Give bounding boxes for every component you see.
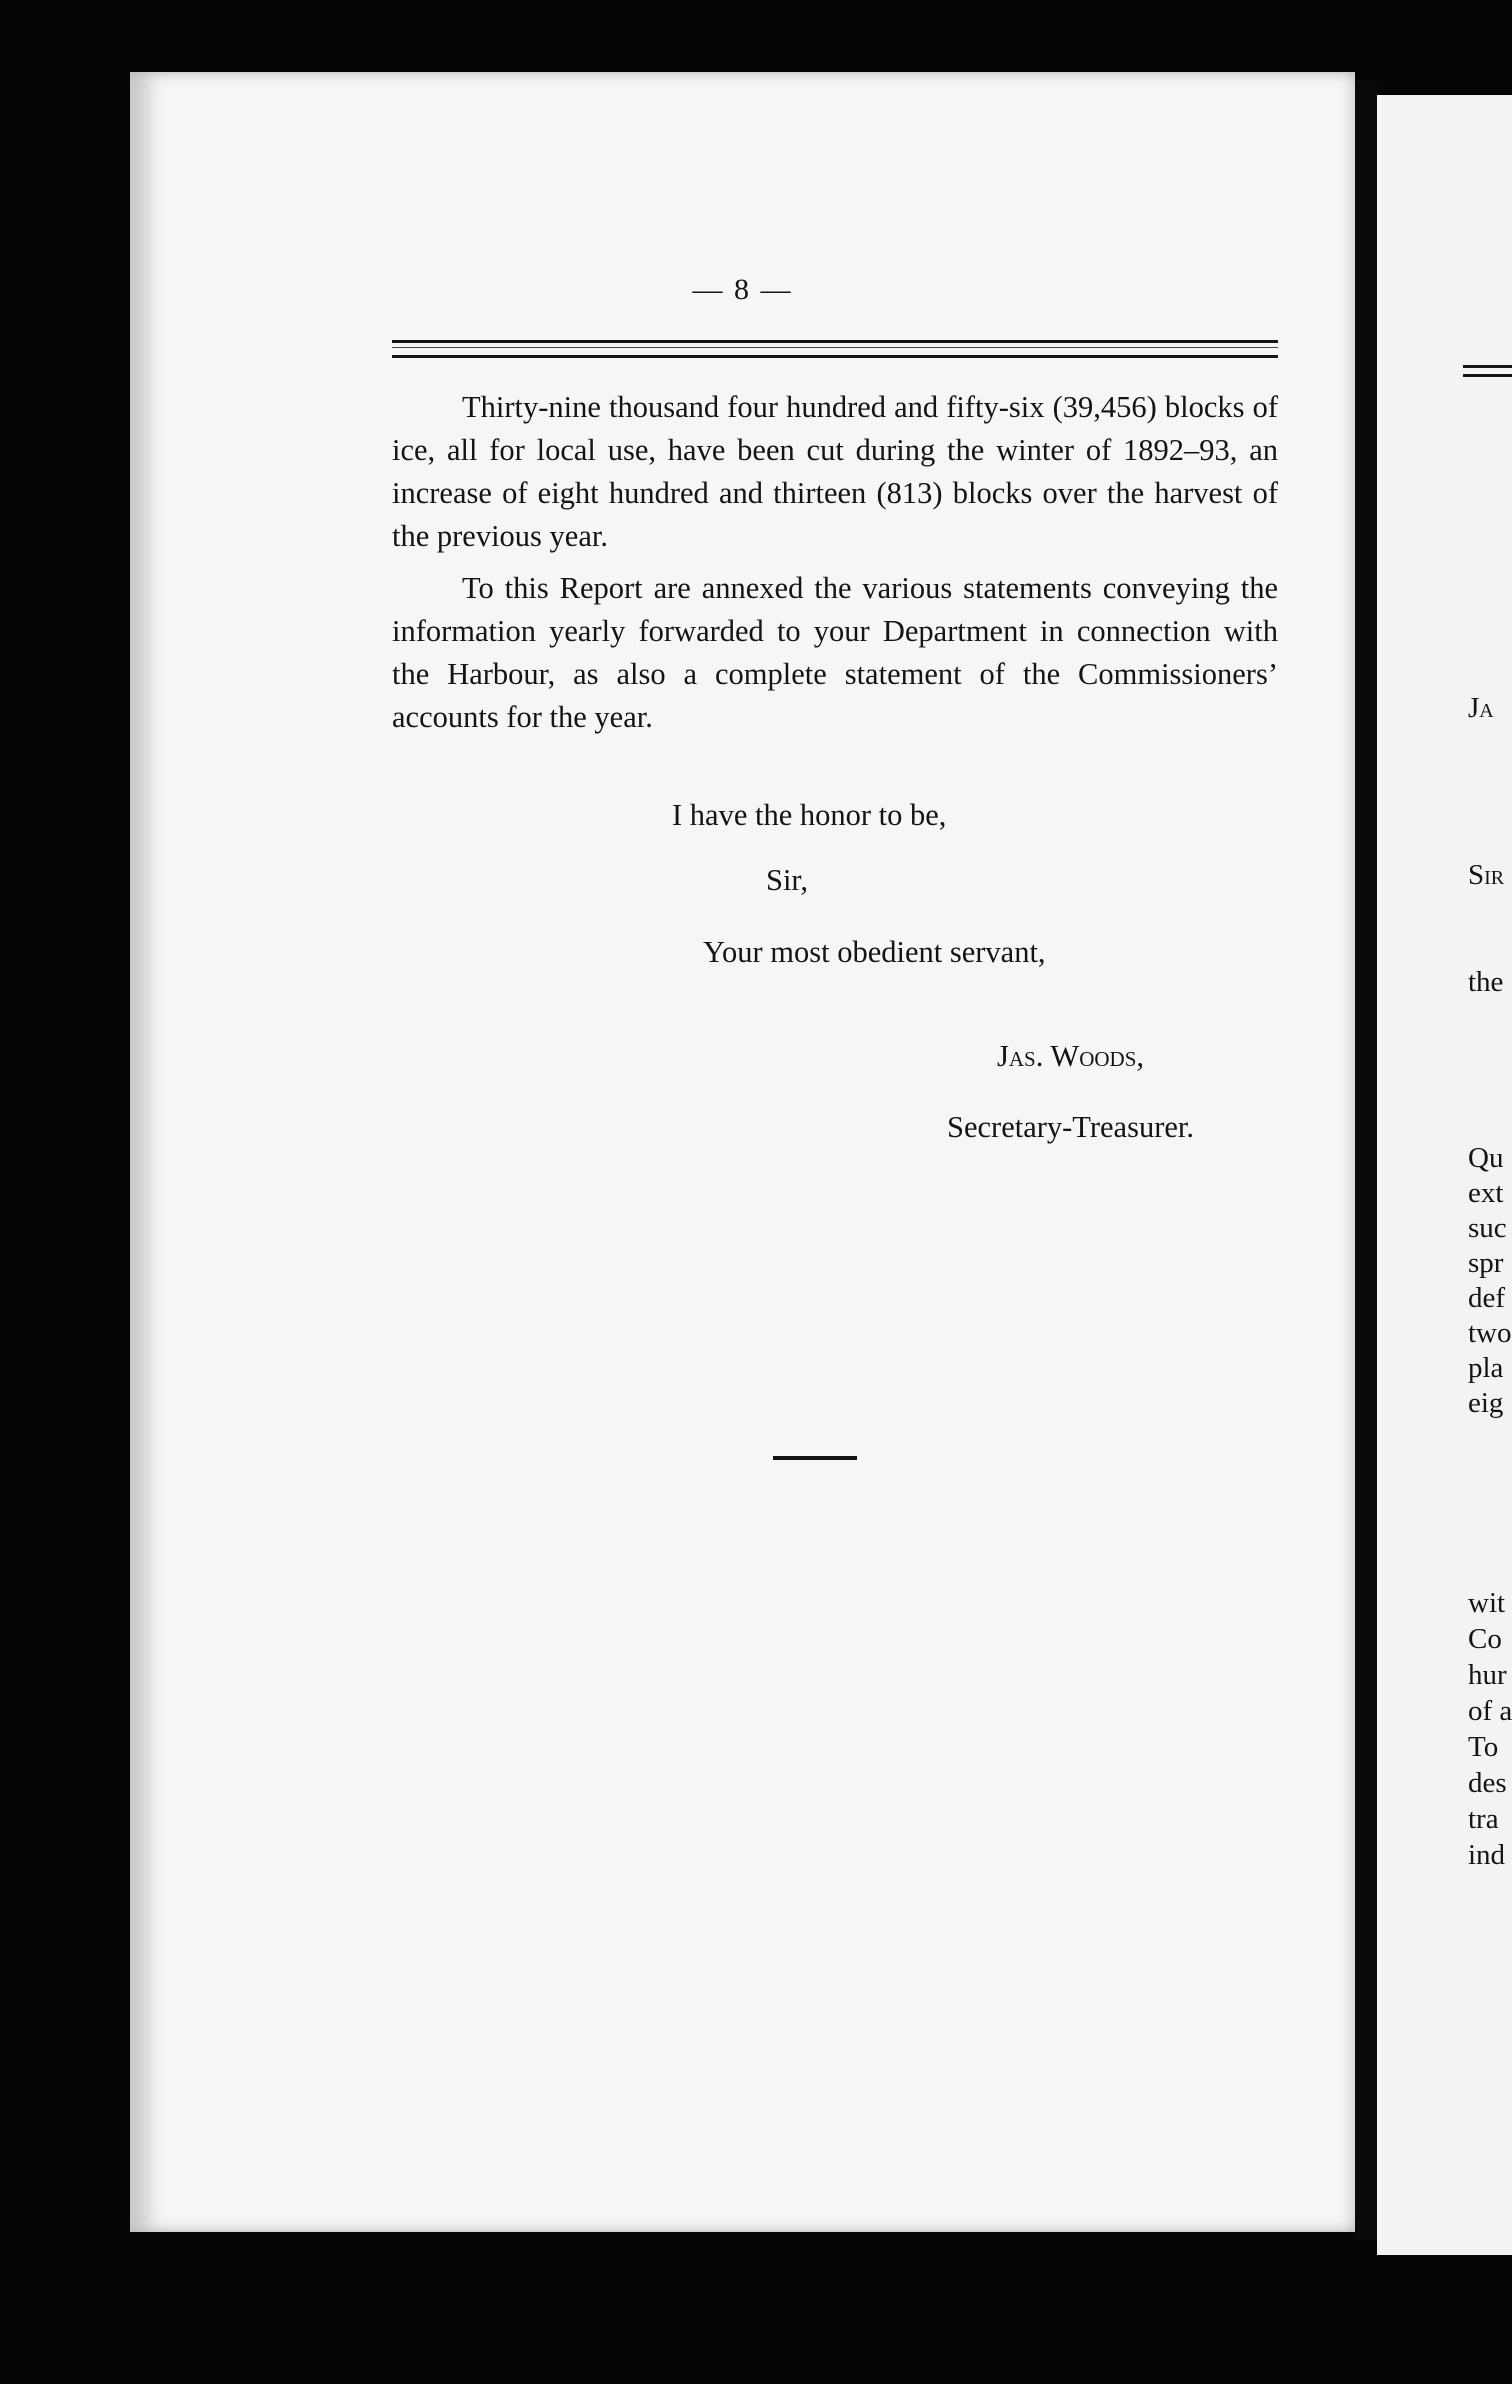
closing-salutation: Sir, [766, 863, 808, 897]
right-fragment: Qu [1468, 1142, 1504, 1174]
right-fragment: ind [1468, 1839, 1506, 1871]
right-fragment: of a [1468, 1695, 1512, 1727]
closing-servant-line: Your most obedient servant, [703, 935, 1046, 969]
closing-honor-line: I have the honor to be, [672, 798, 947, 832]
right-fragment: pla [1468, 1352, 1504, 1384]
right-fragment: def [1468, 1282, 1506, 1314]
right-fragment: Ja [1468, 692, 1494, 724]
end-rule [773, 1456, 857, 1460]
right-fragment: ext [1468, 1177, 1504, 1209]
paragraph-ice-harvest: Thirty-nine thousand four hundred and fifty-six (39,456) blocks of ice, all for local use, have been cut during the winter of 1892–93, an increase of eight hundred and thirteen (813) blocks over the harvest of the previous year. [392, 390, 1278, 553]
signature-name: Jas. Woods, [997, 1039, 1145, 1073]
right-fragment: eig [1468, 1387, 1504, 1419]
right-fragment: spr [1468, 1247, 1504, 1279]
paragraph-annexed-statements: To this Report are annexed the various statements conveying the information yearly forwarded to your Department in connection with the Harbour, as also a complete statement of the Commissioners’ accounts for the year. [392, 571, 1278, 734]
right-fragment: hur [1468, 1659, 1507, 1691]
right-fragment: wit [1468, 1587, 1506, 1619]
header-double-rule [392, 340, 1278, 358]
signature-title: Secretary-Treasurer. [947, 1110, 1195, 1144]
page-gutter [1355, 80, 1377, 2240]
page-number: — 8 — [692, 273, 793, 306]
right-fragment: Sir [1468, 859, 1505, 891]
right-fragment: suc [1468, 1212, 1507, 1244]
right-fragment: the [1468, 966, 1504, 998]
right-page-rule [1463, 365, 1512, 377]
right-fragment: tra [1468, 1803, 1499, 1835]
right-fragment: Co [1468, 1623, 1502, 1655]
right-fragment: des [1468, 1767, 1507, 1799]
right-fragment: two [1468, 1317, 1512, 1349]
right-fragment: To [1468, 1731, 1499, 1763]
